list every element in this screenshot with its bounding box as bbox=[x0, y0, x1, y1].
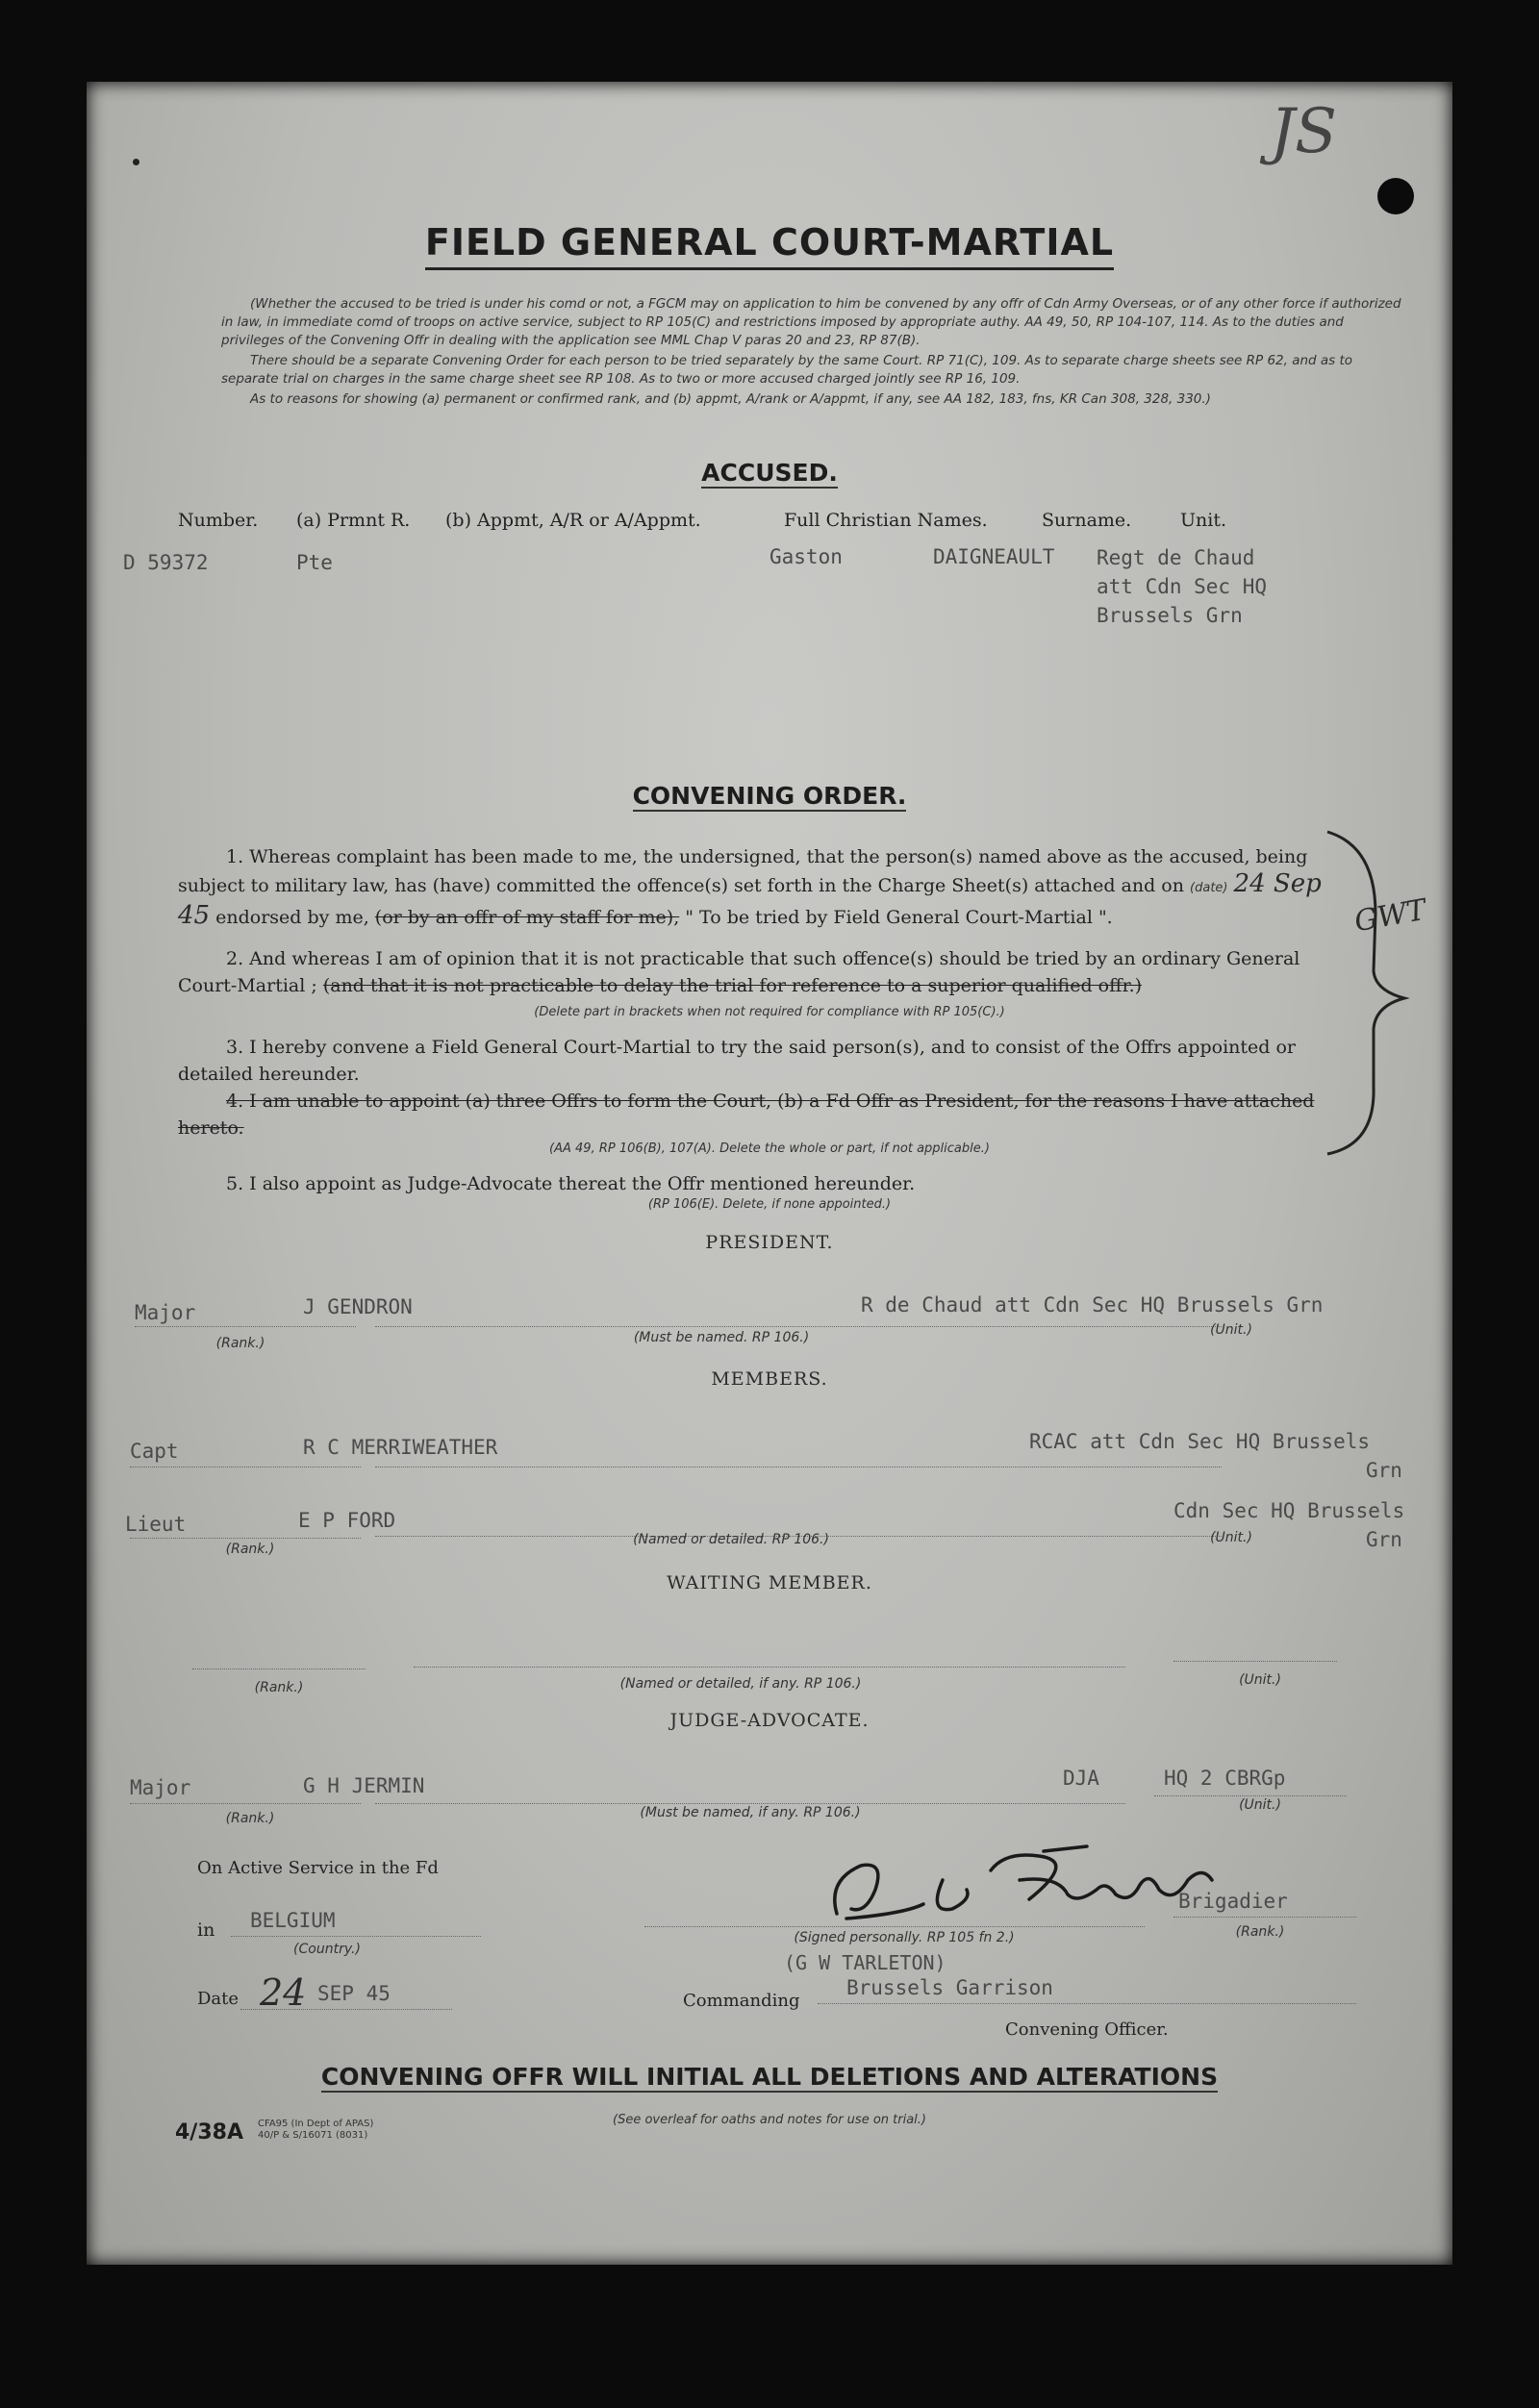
commander-rank: Brigadier bbox=[1178, 1890, 1288, 1913]
accused-unit bbox=[1097, 543, 1267, 630]
p5-note: (RP 106(E). Delete, if none appointed.) bbox=[647, 1197, 892, 1212]
commanding-label: Commanding bbox=[683, 1991, 800, 2011]
accused-unit-line: att Cdn Sec HQ bbox=[1097, 575, 1268, 598]
p1-endorsed: endorsed by me, bbox=[215, 907, 369, 928]
judge-name: G H JERMIN bbox=[303, 1774, 425, 1797]
country-line bbox=[231, 1936, 481, 1937]
president-rank: Major bbox=[135, 1301, 196, 1324]
member-unit-cont: Grn bbox=[1366, 1528, 1402, 1551]
convening-order-heading: CONVENING ORDER. bbox=[632, 782, 907, 810]
waiting-name-line bbox=[414, 1667, 1125, 1668]
signatory-name: (G W TARLETON) bbox=[784, 1951, 946, 1974]
p2-text: 2. And whereas I am of opinion that it is not practicable that such offence(s) should be tried by an ordinary General Court-Martial ; bbox=[178, 948, 1300, 996]
margin-brace bbox=[1318, 827, 1433, 1159]
president-name-note: (Must be named. RP 106.) bbox=[633, 1330, 810, 1345]
commander-rank-label: (Rank.) bbox=[1235, 1924, 1285, 1940]
intro-paragraph: There should be a separate Convening Order for each person to be tried separately by the same Court. RP 71(C), 109. As to separate charge sheets see RP 62, and as to separate trial on charges in the same charge sheet see RP 108. As to two or more accused charged jointly see RP 16, 109. bbox=[221, 353, 1353, 387]
judge-name-line bbox=[375, 1803, 1125, 1804]
corner-handwritten-mark: JS bbox=[1270, 96, 1337, 167]
accused-surname: DAIGNEAULT bbox=[933, 545, 1055, 568]
convening-paragraph-4 bbox=[178, 1088, 1332, 1141]
p2-struck-text: (and that it is not practicable to delay the trial for reference to a superior qualified offr.) bbox=[322, 975, 1143, 996]
members-unit-label: (Unit.) bbox=[1210, 1530, 1252, 1545]
member-unit: Cdn Sec HQ Brussels bbox=[1173, 1499, 1405, 1522]
p2-note: (Delete part in brackets when not required for compliance with RP 105(C).) bbox=[534, 1005, 1005, 1019]
judge-unit-line bbox=[1154, 1795, 1347, 1796]
date-line bbox=[240, 2009, 452, 2010]
form-title: FIELD GENERAL COURT-MARTIAL bbox=[87, 221, 1452, 263]
punch-hole bbox=[1377, 178, 1414, 214]
member-name: E P FORD bbox=[298, 1509, 396, 1532]
date-day: 24 bbox=[260, 1971, 307, 2014]
waiting-unit-label: (Unit.) bbox=[1239, 1672, 1281, 1688]
members-name-note: (Named or detailed. RP 106.) bbox=[633, 1532, 829, 1547]
president-heading: PRESIDENT. bbox=[705, 1232, 834, 1253]
accused-names: Gaston bbox=[770, 545, 843, 568]
ink-speck bbox=[133, 159, 139, 165]
members-heading: MEMBERS. bbox=[711, 1368, 828, 1390]
p1-date-label: (date) bbox=[1190, 881, 1228, 895]
country-label: (Country.) bbox=[293, 1942, 361, 1957]
judge-name-note: (Must be named, if any. RP 106.) bbox=[640, 1805, 861, 1820]
col-unit: Unit. bbox=[1180, 510, 1227, 531]
member-unit: RCAC att Cdn Sec HQ Brussels bbox=[1029, 1430, 1371, 1453]
commanding-value: Brussels Garrison bbox=[846, 1976, 1053, 1999]
president-rank-line bbox=[135, 1326, 356, 1327]
convening-paragraph-5: 5. I also appoint as Judge-Advocate thereat the Offr mentioned hereunder. bbox=[226, 1173, 916, 1194]
president-rank-label: (Rank.) bbox=[215, 1336, 265, 1351]
accused-unit-line: Brussels Grn bbox=[1097, 604, 1243, 627]
active-service-text: On Active Service in the Fd bbox=[197, 1858, 439, 1878]
waiting-member-heading: WAITING MEMBER. bbox=[667, 1572, 872, 1593]
president-name: J GENDRON bbox=[303, 1295, 413, 1318]
form-print-line: CFA95 (In Dept of APAS) bbox=[258, 2119, 374, 2129]
president-unit-label: (Unit.) bbox=[1210, 1322, 1252, 1338]
col-number: Number. bbox=[178, 510, 259, 531]
president-unit: R de Chaud att Cdn Sec HQ Brussels Grn bbox=[861, 1293, 1324, 1317]
president-name-line bbox=[375, 1326, 1222, 1327]
overleaf-note: (See overleaf for oaths and notes for use on trial.) bbox=[613, 2113, 926, 2127]
intro-instructions bbox=[221, 295, 1404, 411]
members-rank-label: (Rank.) bbox=[225, 1542, 275, 1557]
judge-rank-label: (Rank.) bbox=[225, 1811, 275, 1826]
accused-unit-line: Regt de Chaud bbox=[1097, 546, 1255, 569]
waiting-rank-label: (Rank.) bbox=[254, 1680, 304, 1695]
country-value: BELGIUM bbox=[250, 1909, 336, 1932]
intro-paragraph: As to reasons for showing (a) permanent or confirmed rank, and (b) appmt, A/rank or A/appmt, if any, see AA 182, 183, fns, KR Can 308, 328, 330.) bbox=[250, 391, 1211, 407]
member-name: R C MERRIWEATHER bbox=[303, 1436, 498, 1459]
judge-unit: HQ 2 CBRGp bbox=[1164, 1767, 1286, 1790]
accused-number: D 59372 bbox=[123, 551, 209, 574]
waiting-rank-line bbox=[192, 1668, 366, 1669]
judge-appointment: DJA bbox=[1063, 1767, 1099, 1790]
member-rank: Lieut bbox=[125, 1513, 187, 1536]
col-appmt: (b) Appmt, A/R or A/Appmt. bbox=[445, 510, 701, 531]
convening-paragraph-2 bbox=[178, 945, 1332, 999]
initial-notice: CONVENING OFFR WILL INITIAL ALL DELETIONS AND ALTERATIONS bbox=[320, 2063, 1219, 2091]
col-surname: Surname. bbox=[1042, 510, 1132, 531]
form-print-line: 40/P & S/16071 (8031) bbox=[258, 2130, 368, 2141]
date-label: Date bbox=[197, 1989, 240, 2009]
p1-struck-text: (or by an offr of my staff for me), bbox=[374, 907, 680, 928]
waiting-unit-line bbox=[1173, 1661, 1337, 1662]
p1-tail: " To be tried by Field General Court-Martial ". bbox=[685, 907, 1113, 928]
waiting-name-note: (Named or detailed, if any. RP 106.) bbox=[619, 1676, 862, 1692]
p1-date: 24 Sep 45 bbox=[178, 869, 1322, 930]
col-rank: (a) Prmnt R. bbox=[296, 510, 411, 531]
judge-rank: Major bbox=[130, 1776, 191, 1799]
col-names: Full Christian Names. bbox=[784, 510, 988, 531]
p4-note: (AA 49, RP 106(B), 107(A). Delete the whole or part, if not applicable.) bbox=[549, 1141, 990, 1156]
member-rank: Capt bbox=[130, 1440, 179, 1463]
document-page bbox=[87, 82, 1452, 2265]
convening-paragraph-1 bbox=[178, 843, 1332, 931]
commanding-line bbox=[818, 2003, 1356, 2004]
p4-struck-text: 4. I am unable to appoint (a) three Offrs to form the Court, (b) a Fd Offr as President, for the reasons I have attached hereto. bbox=[178, 1091, 1315, 1139]
date-rest: SEP 45 bbox=[317, 1982, 391, 2005]
commander-rank-line bbox=[1173, 1917, 1356, 1918]
judge-rank-line bbox=[130, 1803, 361, 1804]
judge-unit-label: (Unit.) bbox=[1239, 1797, 1281, 1813]
form-number: 4/38A bbox=[175, 2120, 243, 2145]
member-unit-cont: Grn bbox=[1366, 1459, 1402, 1482]
country-prefix: in bbox=[197, 1919, 215, 1941]
commander-signature bbox=[808, 1822, 1270, 1938]
member-rank-line bbox=[130, 1538, 361, 1539]
p1-text: 1. Whereas complaint has been made to me, the undersigned, that the person(s) named above as the accused, being subject to military law, has (have) committed the offence(s) set forth in the Charge Sheet(s) attached and on bbox=[178, 846, 1308, 896]
accused-rank: Pte bbox=[296, 551, 333, 574]
convening-officer-label: Convening Officer. bbox=[1005, 2019, 1169, 2040]
margin-initials: GWT bbox=[1351, 892, 1429, 940]
signed-note: (Signed personally. RP 105 fn 2.) bbox=[794, 1930, 1015, 1945]
judge-advocate-heading: JUDGE-ADVOCATE. bbox=[669, 1710, 870, 1731]
signature-line bbox=[644, 1926, 1145, 1927]
convening-paragraph-3: 3. I hereby convene a Field General Court-Martial to try the said person(s), and to consist of the Offrs appointed or detailed hereunder. bbox=[178, 1037, 1296, 1085]
intro-paragraph: (Whether the accused to be tried is under his comd or not, a FGCM may on application to him be convened by any offr of Cdn Army Overseas, or of any other force if authorized in law, in immediate comd of troops on active service, subject to RP 105(C) and restrictions imposed by appropriate authy. AA 49, 50, RP 104-107, 114. As to the duties and privileges of the Convening Offr in dealing with the application see MML Chap V paras 20 and 23, RP 87(B). bbox=[221, 296, 1401, 348]
accused-heading: ACCUSED. bbox=[701, 459, 838, 487]
